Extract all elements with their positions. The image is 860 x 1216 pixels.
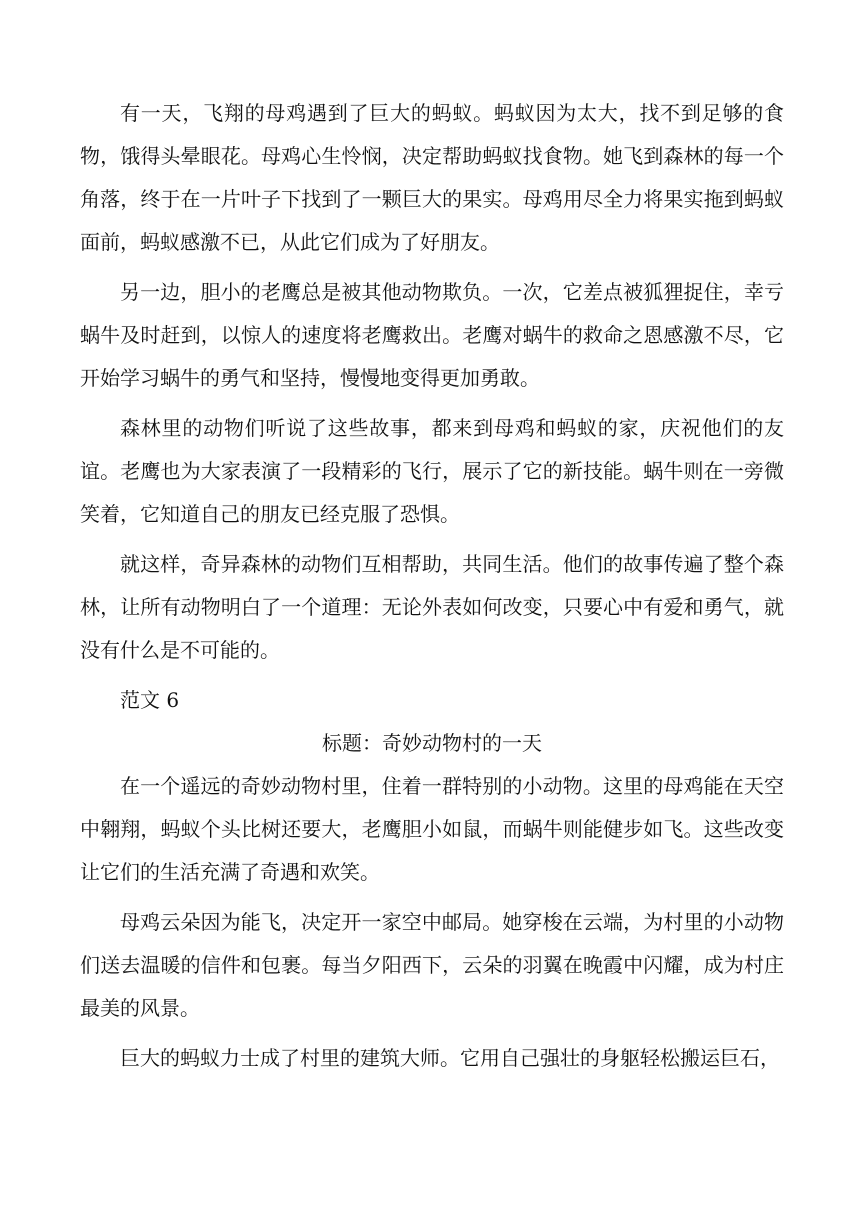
paragraph: 在一个遥远的奇妙动物村里，住着一群特别的小动物。这里的母鸡能在天空中翱翔，蚂蚁个头比树还要大，老鹰胆小如鼠，而蜗牛则能健步如飞。这些改变让它们的生活充满了奇遇和欢笑。 (80, 774, 784, 884)
paragraph-gap (80, 264, 784, 271)
paragraph: 母鸡云朵因为能飞，决定开一家空中邮局。她穿梭在云端，为村里的小动物们送去温暖的信件和包裹。每当夕阳西下，云朵的羽翼在晚霞中闪耀，成为村庄最美的风景。 (80, 910, 784, 1020)
paragraph: 森林里的动物们听说了这些故事，都来到母鸡和蚂蚁的家，庆祝他们的友谊。老鹰也为大家表演了一段精彩的飞行，展示了它的新技能。蜗牛则在一旁微笑着，它知道自己的朋友已经克服了恐惧。 (80, 416, 784, 526)
paragraph-gap (80, 536, 784, 543)
paragraph: 就这样，奇异森林的动物们互相帮助，共同生活。他们的故事传遍了整个森林，让所有动物明白了一个道理：无论外表如何改变，只要心中有爱和勇气，就没有什么是不可能的。 (80, 552, 784, 662)
paragraph-gap (80, 672, 784, 679)
paragraph-gap (80, 894, 784, 901)
paragraph: 另一边，胆小的老鹰总是被其他动物欺负。一次，它差点被狐狸捉住，幸亏蜗牛及时赶到，以惊人的速度将老鹰救出。老鹰对蜗牛的救命之恩感激不尽，它开始学习蜗牛的勇气和坚持，慢慢地变得更加勇敢。 (80, 280, 784, 390)
paragraph: 巨大的蚂蚁力士成了村里的建筑大师。它用自己强壮的身躯轻松搬运巨石， (120, 1046, 780, 1070)
document-page (80, 0, 784, 1216)
section-label: 范文 6 (120, 688, 180, 712)
paragraph-gap (80, 1030, 784, 1037)
top-margin (80, 0, 784, 92)
essay-title: 标题：奇妙动物村的一天 (322, 731, 542, 755)
paragraph: 有一天，飞翔的母鸡遇到了巨大的蚂蚁。蚂蚁因为太大，找不到足够的食物，饿得头晕眼花。母鸡心生怜悯，决定帮助蚂蚁找食物。她飞到森林的每一个角落，终于在一片叶子下找到了一颗巨大的果实。母鸡用尽全力将果实拖到蚂蚁面前，蚂蚁感激不已，从此它们成为了好朋友。 (80, 101, 784, 254)
paragraph-gap (80, 400, 784, 407)
